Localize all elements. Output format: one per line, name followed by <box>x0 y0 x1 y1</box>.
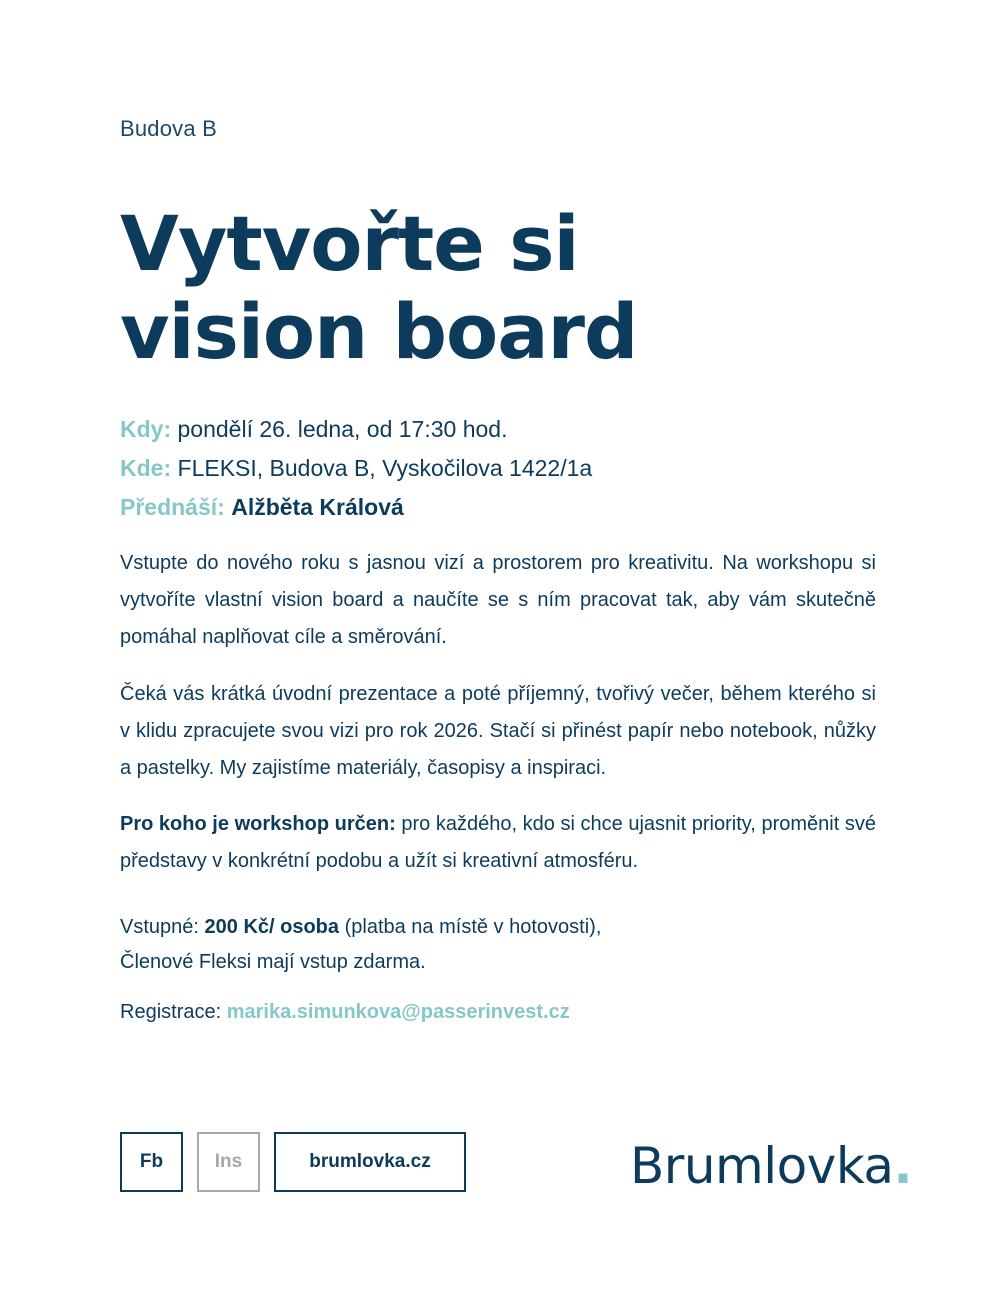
title-line-2: vision board <box>120 287 638 376</box>
when-label: Kdy: <box>120 416 172 442</box>
admission-note: (platba na místě v hotovosti), <box>339 916 602 938</box>
audience-paragraph <box>120 806 876 880</box>
website-button[interactable] <box>274 1132 466 1192</box>
admission-label: Vstupné: <box>120 916 205 938</box>
building-label: Budova B <box>120 116 218 141</box>
audience-text: pro každého, kdo si chce ujasnit priority, proměnit své představy v konkrétní podobu a užít si kreativní atmosféru. <box>120 813 876 872</box>
logo-text: Brumlovka <box>630 1137 894 1195</box>
speaker-label: Přednáší: <box>120 494 225 520</box>
facebook-button[interactable] <box>120 1132 183 1192</box>
instagram-button[interactable] <box>197 1132 260 1192</box>
title-line-1: Vytvořte si <box>120 199 579 288</box>
event-details <box>120 410 592 527</box>
program-paragraph: Čeká vás krátká úvodní prezentace a poté příjemný, tvořivý večer, během kterého si v klidu zpracujete svou vizi pro rok 2026. Stačí si přinést papír nebo notebook, nůžky a pastelky. My zajistíme materiály, časopisy a inspiraci. <box>120 683 876 779</box>
speaker-value: Alžběta Králová <box>231 494 404 520</box>
facebook-label: Fb <box>139 1151 164 1172</box>
speaker-row <box>120 488 592 527</box>
website-label: brumlovka.cz <box>309 1151 431 1172</box>
footer-links <box>120 1132 466 1192</box>
when-value: pondělí 26. ledna, od 17:30 hod. <box>177 416 508 442</box>
admission-line <box>120 910 601 945</box>
where-row <box>120 449 592 488</box>
brumlovka-logo <box>630 1136 912 1196</box>
where-label: Kde: <box>120 455 172 481</box>
intro-paragraph: Vstupte do nového roku s jasnou vizí a prostorem pro kreativitu. Na workshopu si vytvoříte vlastní vision board a naučíte se s ním pracovat tak, aby vám skutečně pomáhal naplňovat cíle a směrování. <box>120 552 876 648</box>
admission-price: 200 Kč/ osoba <box>204 916 340 938</box>
when-row <box>120 410 592 449</box>
registration <box>120 996 570 1028</box>
instagram-label: Ins <box>214 1151 243 1172</box>
members-note: Členové Fleksi mají vstup zdarma. <box>120 951 426 973</box>
audience-label: Pro koho je workshop určen: <box>120 813 396 835</box>
where-value: FLEKSI, Budova B, Vyskočilova 1422/1a <box>177 455 593 481</box>
registration-email-link[interactable]: marika.simunkova@passerinvest.cz <box>226 1001 570 1023</box>
page-title <box>120 200 637 376</box>
admission-info <box>120 910 601 980</box>
logo-dot: . <box>893 1137 913 1195</box>
registration-label: Registrace: <box>120 1001 227 1023</box>
